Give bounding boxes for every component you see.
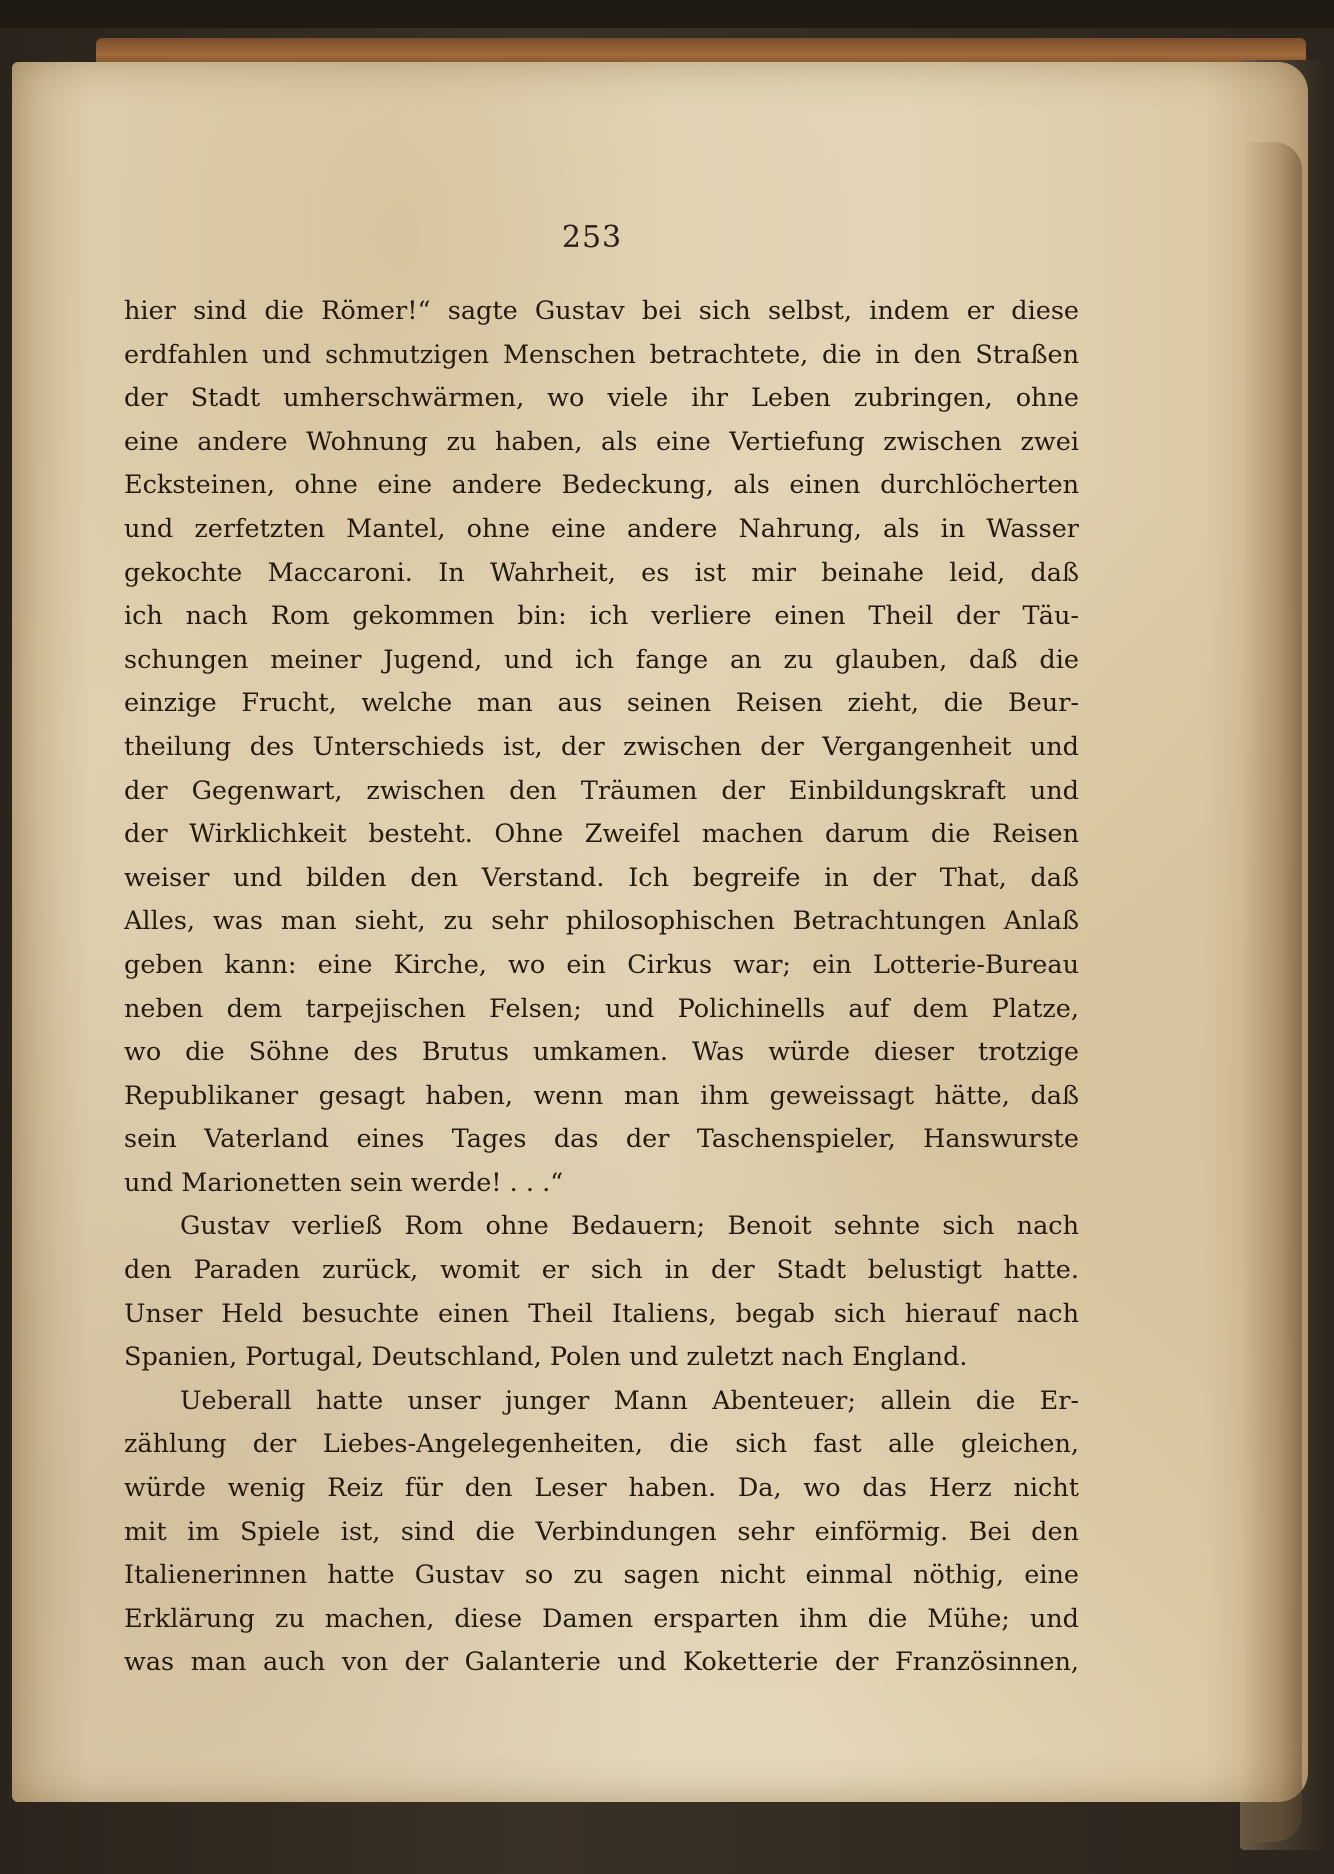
text-line: Unser Held besuchte einen Theil Italiens, begab sich hierauf nach bbox=[124, 1298, 1079, 1329]
page-text-body bbox=[124, 290, 1079, 1685]
text-line: Ecksteinen, ohne eine andere Bedeckung, als einen durchlöcherten bbox=[124, 470, 1079, 501]
text-line: hier sind die Römer!“ sagte Gustav bei sich selbst, indem er diese bbox=[124, 296, 1079, 326]
text-line: weiser und bilden den Verstand. Ich begreife in der That, daß bbox=[124, 862, 1079, 893]
text-line: was man auch von der Galanterie und Koketterie der Französinnen, bbox=[124, 1647, 1079, 1678]
text-line: einzige Frucht, welche man aus seinen Reisen zieht, die Beur- bbox=[124, 688, 1079, 719]
text-line: ich nach Rom gekommen bin: ich verliere einen Theil der Täu- bbox=[124, 601, 1079, 632]
text-line: Republikaner gesagt haben, wenn man ihm geweissagt hätte, daß bbox=[124, 1080, 1079, 1111]
text-line: sein Vaterland eines Tages das der Taschenspieler, Hanswurste bbox=[124, 1124, 1079, 1155]
text-line: mit im Spiele ist, sind die Verbindungen sehr einförmig. Bei den bbox=[124, 1516, 1079, 1547]
text-line: und Marionetten sein werde! . . .“ bbox=[124, 1167, 564, 1198]
text-line: der Stadt umherschwärmen, wo viele ihr Leben zubringen, ohne bbox=[124, 383, 1079, 414]
text-line: der Gegenwart, zwischen den Träumen der Einbildungskraft und bbox=[124, 775, 1079, 806]
page-number: 253 bbox=[561, 220, 623, 255]
text-line: Ueberall hatte unser junger Mann Abenteuer; allein die Er- bbox=[180, 1385, 1079, 1416]
text-line: Italienerinnen hatte Gustav so zu sagen nicht einmal nöthig, eine bbox=[124, 1560, 1079, 1591]
text-line: Gustav verließ Rom ohne Bedauern; Benoit sehnte sich nach bbox=[180, 1211, 1079, 1242]
text-line: zählung der Liebes-Angelegenheiten, die sich fast alle gleichen, bbox=[124, 1429, 1079, 1460]
text-line: der Wirklichkeit besteht. Ohne Zweifel machen darum die Reisen bbox=[124, 819, 1079, 850]
text-line: wo die Söhne des Brutus umkamen. Was würde dieser trotzige bbox=[124, 1037, 1079, 1068]
book-page bbox=[12, 62, 1308, 1802]
text-line: eine andere Wohnung zu haben, als eine Vertiefung zwischen zwei bbox=[124, 426, 1079, 457]
text-line: Erklärung zu machen, diese Damen ersparten ihm die Mühe; und bbox=[124, 1603, 1079, 1634]
text-line: würde wenig Reiz für den Leser haben. Da, wo das Herz nicht bbox=[124, 1473, 1079, 1504]
text-line: den Paraden zurück, womit er sich in der Stadt belustigt hatte. bbox=[124, 1255, 1079, 1286]
text-line: und zerfetzten Mantel, ohne eine andere Nahrung, als in Wasser bbox=[124, 513, 1079, 544]
text-line: erdfahlen und schmutzigen Menschen betrachtete, die in den Straßen bbox=[124, 339, 1079, 370]
page-fold-shadow bbox=[1242, 142, 1302, 1842]
text-line: Alles, was man sieht, zu sehr philosophischen Betrachtungen Anlaß bbox=[124, 906, 1079, 937]
text-line: schungen meiner Jugend, und ich fange an zu glauben, daß die bbox=[124, 644, 1079, 675]
text-line: geben kann: eine Kirche, wo ein Cirkus war; ein Lotterie-Bureau bbox=[124, 949, 1079, 980]
text-line: theilung des Unterschieds ist, der zwischen der Vergangenheit und bbox=[124, 731, 1079, 762]
text-line: neben dem tarpejischen Felsen; und Polichinells auf dem Platze, bbox=[124, 993, 1079, 1024]
text-line: gekochte Maccaroni. In Wahrheit, es ist mir beinahe leid, daß bbox=[124, 557, 1079, 588]
text-line: Spanien, Portugal, Deutschland, Polen und zuletzt nach England. bbox=[124, 1342, 968, 1373]
